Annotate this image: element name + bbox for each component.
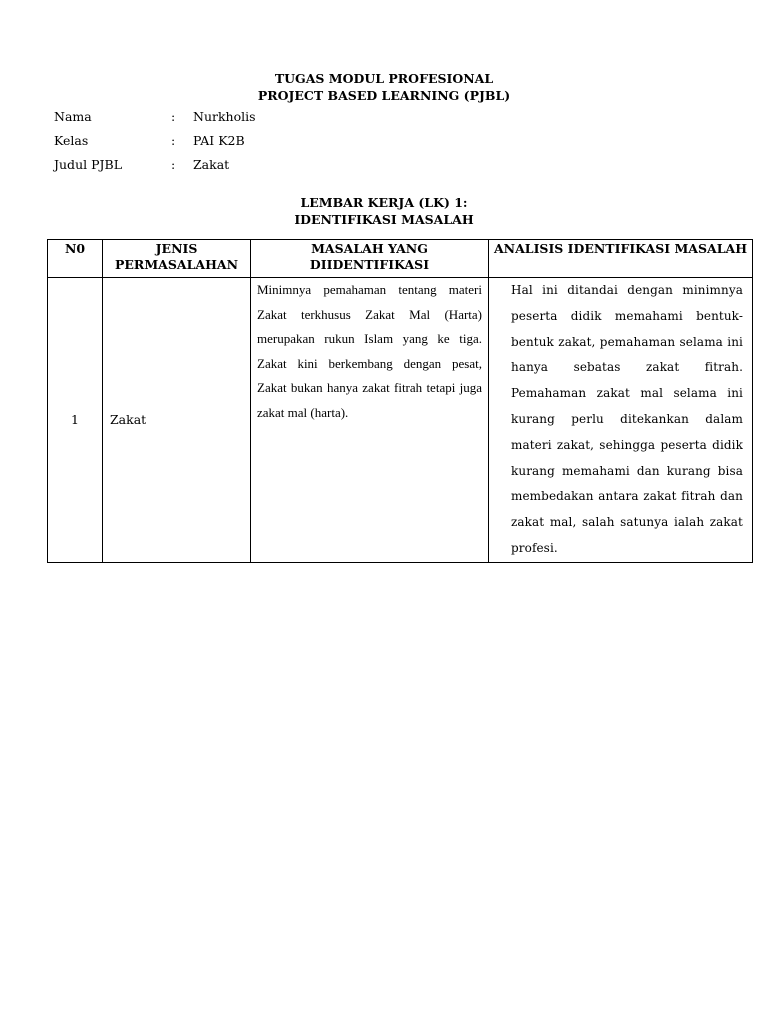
table-row: [48, 278, 753, 563]
document-title: TUGAS MODUL PROFESIONAL: [274, 71, 494, 86]
identity-colon: :: [171, 157, 176, 172]
document-subtitle: PROJECT BASED LEARNING (PJBL): [257, 88, 511, 103]
identity-value: Zakat: [193, 157, 230, 172]
worksheet-title: LEMBAR KERJA (LK) 1:: [300, 195, 468, 210]
identity-value: Nurkholis: [193, 109, 256, 124]
identity-label: Nama: [54, 109, 92, 124]
problem-identification-table: [47, 239, 753, 563]
header-no: N0: [48, 240, 103, 278]
cell-no: 1: [48, 278, 103, 563]
cell-masalah: Minimnya pemahaman tentang materi Zakat terkhusus Zakat Mal (Harta) merupakan rukun Islam yang ke tiga. Zakat kini berkembang dengan pesat, Zakat bukan hanya zakat fitrah tetapi juga zakat mal (harta).: [251, 278, 489, 563]
identity-colon: :: [171, 133, 176, 148]
identity-label: Kelas: [54, 133, 89, 148]
identity-value: PAI K2B: [193, 133, 245, 148]
header-masalah: MASALAH YANG DIIDENTIFIKASI: [251, 240, 489, 278]
worksheet-subtitle: IDENTIFIKASI MASALAH: [294, 212, 474, 227]
identity-label: Judul PJBL: [54, 157, 122, 172]
table-header-row: [48, 240, 753, 278]
cell-jenis: Zakat: [103, 278, 251, 563]
identity-colon: :: [171, 109, 176, 124]
header-analisis: ANALISIS IDENTIFIKASI MASALAH: [489, 240, 753, 278]
header-jenis: JENIS PERMASALAHAN: [103, 240, 251, 278]
cell-analisis: Hal ini ditandai dengan minimnya peserta didik memahami bentuk-bentuk zakat, pemahaman selama ini hanya sebatas zakat fitrah. Pemahaman zakat mal selama ini kurang perlu ditekankan dalam materi zakat, sehingga peserta didik kurang memahami dan kurang bisa membedakan antara zakat fitrah dan zakat mal, salah satunya ialah zakat profesi.: [489, 278, 753, 563]
